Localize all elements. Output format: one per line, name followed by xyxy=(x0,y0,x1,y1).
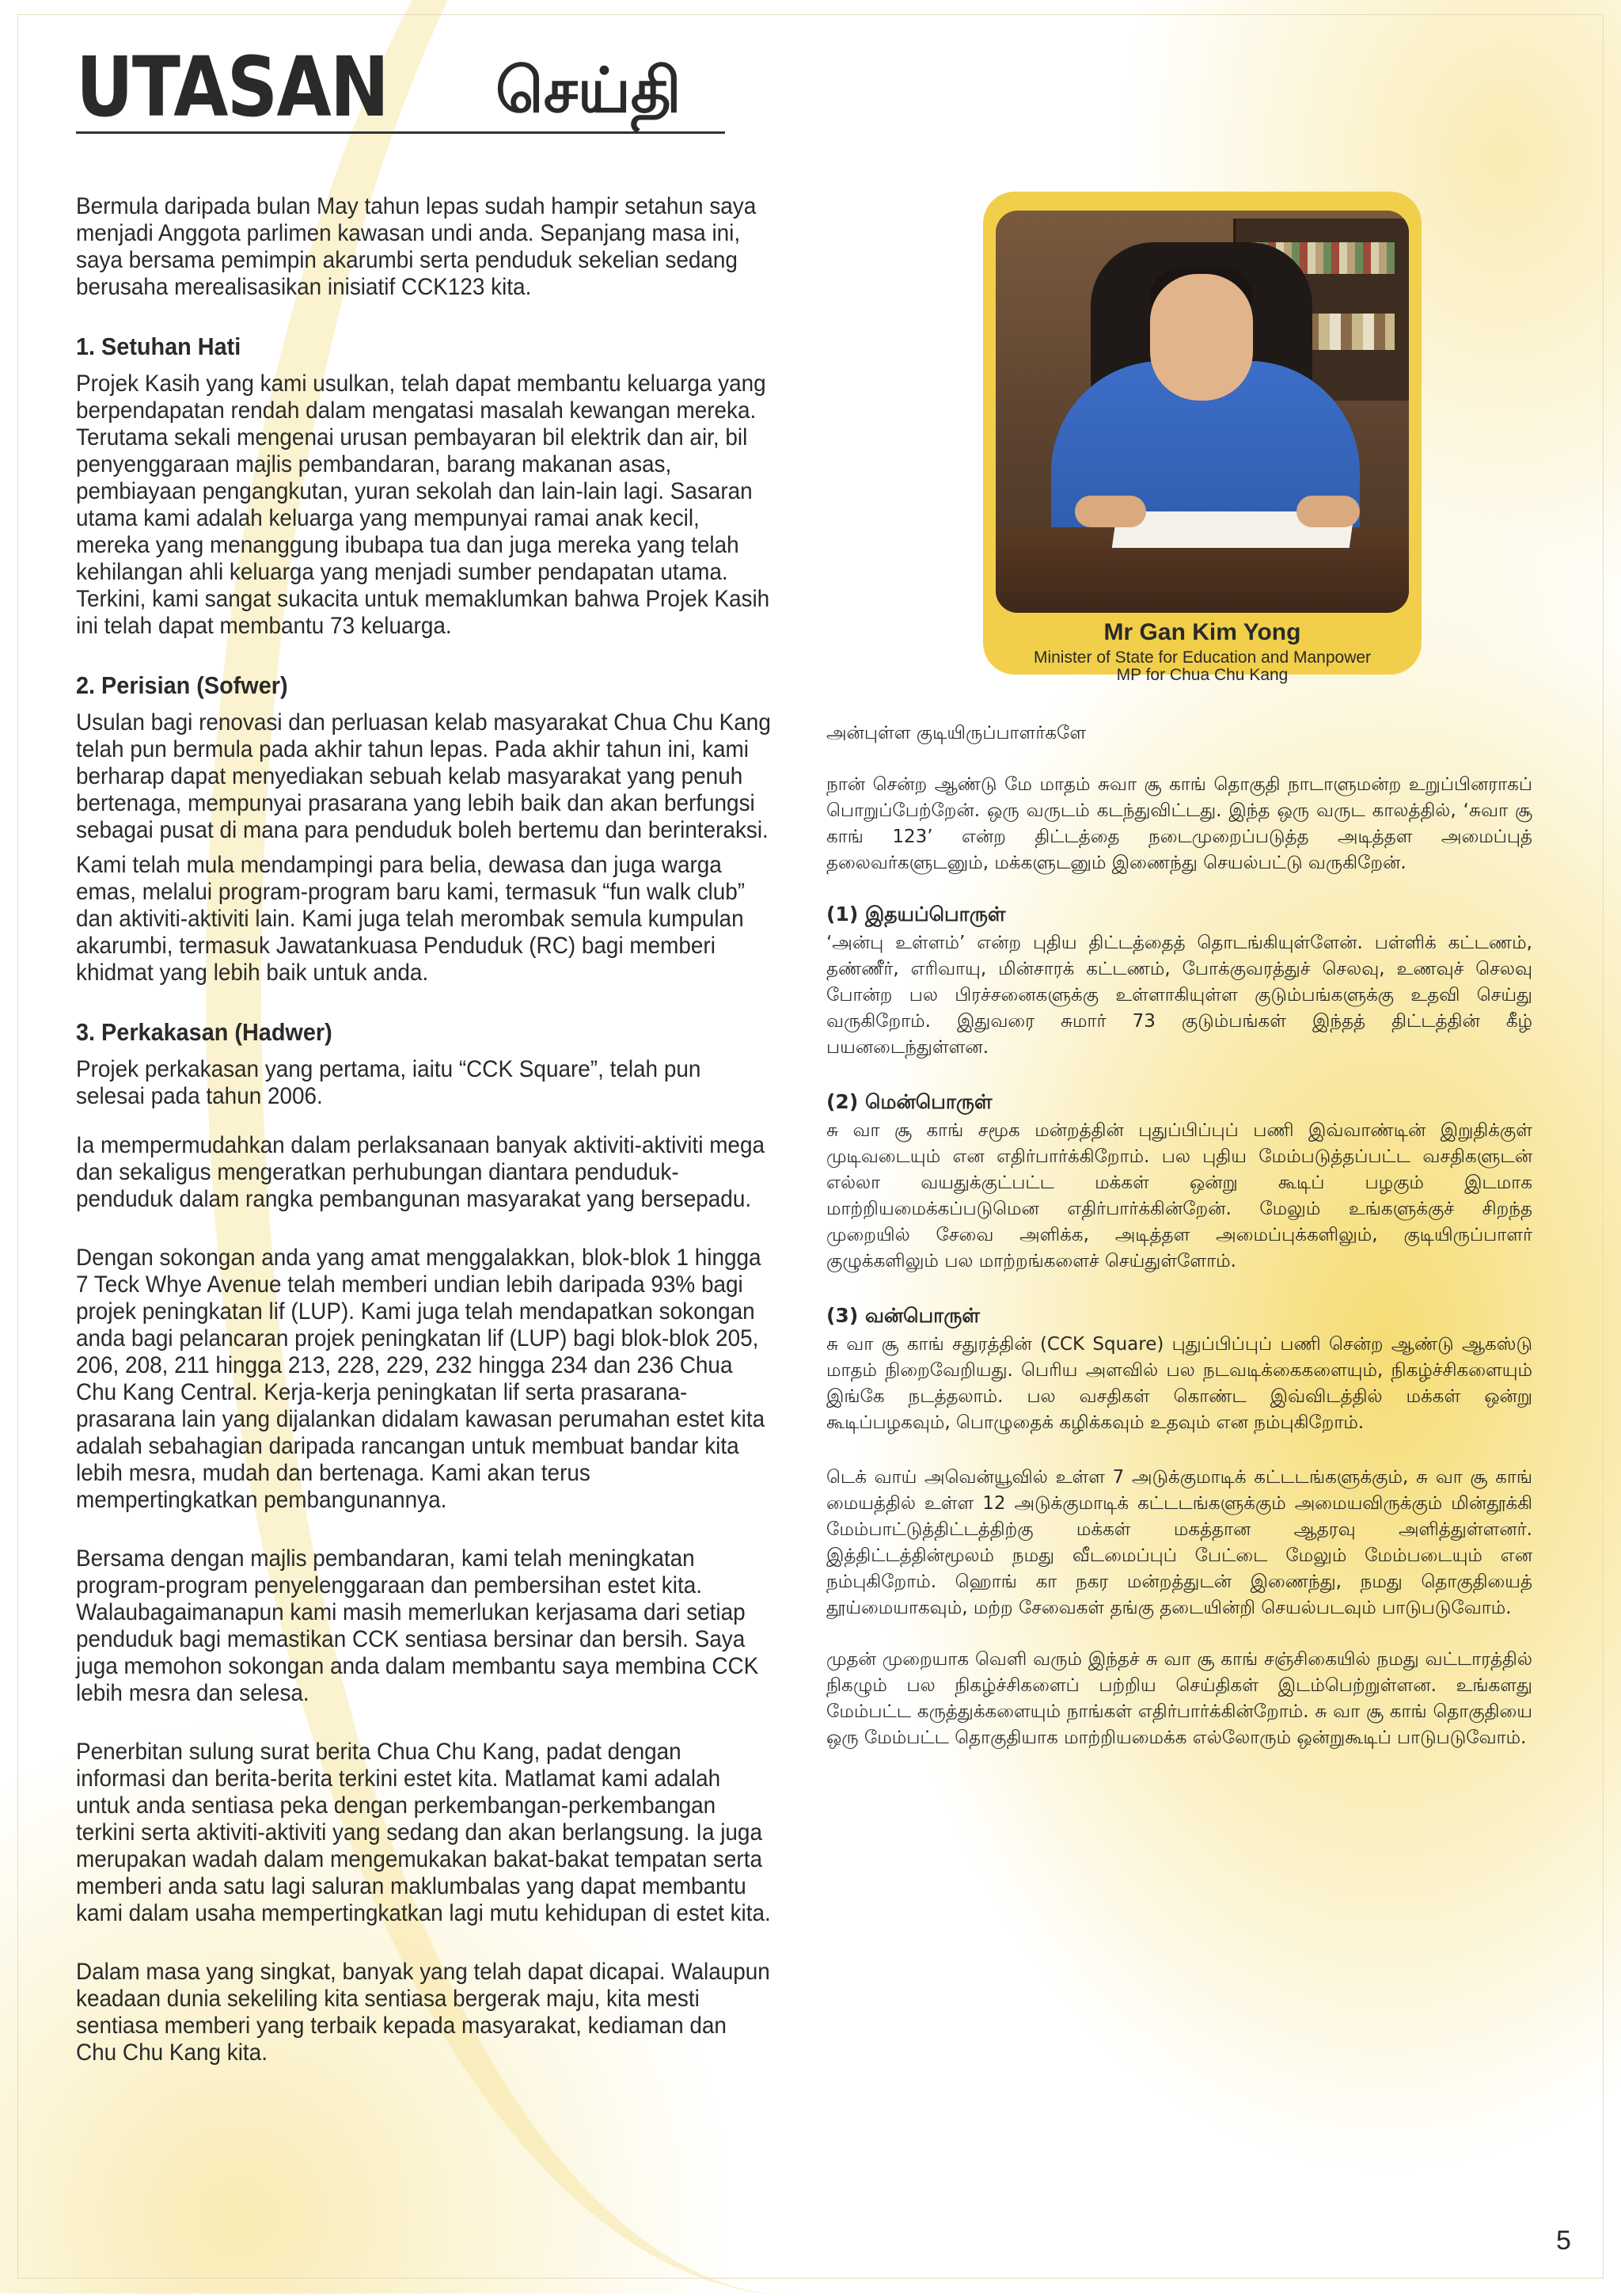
paragraph-newsletter: Penerbitan sulung surat berita Chua Chu Kang, padat dengan informasi dan berita-berita terkini estet kita. Matlamat kami adalah untuk anda sentiasa peka dengan perkembangan-perkembangan terkini serta aktiviti-aktiviti yang sedang dan akan berlangsung. Ia juga merupakan wadah dalam mengemukakan bakat-bakat tempatan serta memberi anda satu lagi saluran maklumbalas yang dapat membantu kami dalam usaha mempertingkatkan lagi mutu kehidupan di estet kita. xyxy=(76,1739,771,1926)
mp-portrait-photo xyxy=(996,211,1409,613)
section-1-heading: 1. Setuhan Hati xyxy=(76,333,241,360)
tamil-section-1-heading: (1) இதயப்பொருள் xyxy=(826,903,1006,926)
mp-title-line-1: Minister of State for Education and Manpower xyxy=(1033,648,1372,667)
section-2-body: Usulan bagi renovasi dan perluasan kelab masyarakat Chua Chu Kang telah pun bermula pada akhir tahun lepas. Pada akhir tahun ini, kami berharap dapat menyediakan sebuah kelab masyarakat yang penuh bertenaga, mempunyai prasarana yang lebih baik dan akan berfungsi sebagai pusat di mana para penduduk boleh bertemu dan berinteraksi. xyxy=(76,709,771,843)
section-3-heading: 3. Perkakasan (Hadwer) xyxy=(76,1018,332,1046)
masthead xyxy=(76,39,725,135)
mp-photo-card xyxy=(983,192,1422,684)
mp-name: Mr Gan Kim Yong xyxy=(1103,619,1301,645)
paragraph-lift-upgrading: Dengan sokongan anda yang amat menggalakkan, blok-blok 1 hingga 7 Teck Whye Avenue telah memberi undian lebih daripada 93% bagi projek peningkatan lif (LUP). Kami juga telah mendapatkan sokongan anda bagi pelancaran projek peningkatan lif (LUP) bagi blok-blok 205, 206, 208, 211 hingga 213, 228, 229, 232 hingga 234 dan 236 Chua Chu Kang Central. Kerja-kerja peningkatan lif serta prasarana-prasarana lain yang dijalankan didalam kawasan perumahan estet kita adalah sebahagian daripada rancangan untuk membuat bandar kita lebih mesra, mudah dan bertenaga. Kami akan terus mempertingkatkan pembangunannya. xyxy=(76,1245,765,1513)
masthead-title-malay: UTASAN xyxy=(76,39,389,135)
tamil-column xyxy=(826,720,1532,1777)
masthead-title-tamil: செய்தி xyxy=(495,55,681,127)
section-2-heading: 2. Perisian (Sofwer) xyxy=(76,671,288,699)
tamil-paragraph-newsletter: முதன் முறையாக வெளி வரும் இந்தச் சு வா சூ காங் சஞ்சிகையில் நமது வட்டாரத்தில் நிகழும் பல நிகழ்ச்சிகளைப் பற்றிய செய்திகள் இடம்பெற்றுள்ளன. உங்களது மேம்பட்ட கருத்துக்களையும் நாங்கள் எதிர்பார்க்கின்றோம். சு வா சூ காங் தொகுதியை ஒரு மேம்பட்ட தொகுதியாக மாற்றியமைக்க எல்லோரும் ஒன்றுகூடிப் பாடுபடுவோம். xyxy=(826,1649,1532,1748)
tamil-greeting: அன்புள்ள குடியிருப்பாளர்களே xyxy=(826,723,1087,743)
tamil-section-3-heading: (3) வன்பொருள் xyxy=(826,1304,980,1327)
section-2-body-continued: Kami telah mula mendampingi para belia, dewasa dan juga warga emas, melalui program-program baru kami, termasuk “fun walk club” dan aktiviti-aktiviti lain. Kami juga telah merombak semula kumpulan akarumbi, termasuk Jawatankuasa Penduduk (RC) bagi memberi khidmat yang lebih baik untuk anda. xyxy=(76,852,746,986)
page-number: 5 xyxy=(1556,2226,1571,2256)
paragraph-town-council: Bersama dengan majlis pembandaran, kami telah meningkatan program-program penyelenggaraan dan pembersihan estet kita. Walaubagaimanapun kami masih memerlukan kerjasama dari setiap penduduk bagi memastikan CCK sentiasa bersinar dan bersih. Saya juga memohon sokongan anda dalam membantu saya membina CCK lebih mesra dan selesa. xyxy=(76,1545,759,1706)
malay-column xyxy=(76,193,773,2098)
mp-title-line-2: MP for Chua Chu Kang xyxy=(1116,666,1289,684)
tamil-section-2-heading: (2) மென்பொருள் xyxy=(826,1090,993,1113)
tamil-section-1-body: ‘அன்பு உள்ளம்’ என்ற புதிய திட்டத்தைத் தொடங்கியுள்ளேன். பள்ளிக் கட்டணம், தண்ணீர், எரிவாயு, மின்சாரக் கட்டணம், போக்குவரத்துச் செலவு, உணவுச் செலவு போன்ற பல பிரச்சனைகளுக்கு உள்ளாகியுள்ள குடும்பங்களுக்கு உதவி செய்து வருகிறோம். இதுவரை சுமார் 73 குடும்பங்கள் இந்தத் திட்டத்தின் கீழ் பயனடைந்துள்ளன. xyxy=(826,933,1533,1058)
section-3-body: Projek perkakasan yang pertama, iaitu “CCK Square”, telah pun selesai pada tahun 2006. xyxy=(76,1056,701,1109)
intro-paragraph: Bermula daripada bulan May tahun lepas sudah hampir setahun saya menjadi Anggota parlimen kawasan undi anda. Sepanjang masa ini, saya bersama pemimpin akarumbi serta penduduk sekelian sedang berusaha merealisasikan inisiatif CCK123 kita. xyxy=(76,193,757,300)
tamil-intro: நான் சென்ற ஆண்டு மே மாதம் சுவா சூ காங் தொகுதி நாடாளுமன்ற உறுப்பினராகப் பொறுப்பேற்றேன். ஒரு வருடம் கடந்துவிட்டது. இந்த ஒரு வருட காலத்தில், ‘சுவா சூ காங் 123’ என்ற திட்டத்தை நடைமுறைப்படுத்த அடித்தள அமைப்புத் தலைவர்களுடனும், மக்களுடனும் இணைந்து செயல்பட்டு வருகிறேன். xyxy=(826,774,1532,873)
section-1-body: Projek Kasih yang kami usulkan, telah dapat membantu keluarga yang berpendapatan rendah dalam mengatasi masalah kewangan mereka. Terutama sekali mengenai urusan pembayaran bil elektrik dan air, bil penyenggaraan majlis pembandaran, barang makanan asas, pembiayaan pengangkutan, yuran sekolah dan lain-lain lagi. Sasaran utama kami adalah keluarga yang mempunyai ramai anak kecil, mereka yang menanggung ibubapa tua dan juga mereka yang telah kehilangan ahli keluarga yang menjadi sumber pendapatan utama. Terkini, kami sangat sukacita untuk memaklumkan bahwa Projek Kasih ini telah dapat membantu 73 keluarga. xyxy=(76,371,770,639)
tamil-section-3-body: சு வா சூ காங் சதுரத்தின் (CCK Square) புதுப்பிப்புப் பணி சென்ற ஆண்டு ஆகஸ்டு மாதம் நிறைவேறியது. பெரிய அளவில் பல நடவடிக்கைகளையும், நிகழ்ச்சிகளையும் இங்கே நடத்தலாம். பல வசதிகள் கொண்ட இவ்விடத்தில் மக்கள் ஒன்று கூடிப்பழகவும், பொழுதைக் கழிக்கவும் உதவும் என நம்புகிறோம். xyxy=(826,1334,1532,1433)
tamil-section-2-body: சு வா சூ காங் சமூக மன்றத்தின் புதுப்பிப்புப் பணி இவ்வாண்டின் இறுதிக்குள் முடிவடையும் என எதிர்பார்க்கிறோம். பல புதிய மேம்படுத்தப்பட்ட வசதிகளுடன் எல்லா வயதுக்குட்பட்ட மக்கள் ஒன்று கூடிப் பழகும் இடமாக மாற்றியமைக்கப்படுமென எதிர்பார்க்கின்றேன். மேலும் உங்களுக்குச் சிறந்த முறையில் சேவை அளிக்க, அடித்தள அமைப்புக்களிலும், குடியிருப்பாளர் குழுக்களிலும் பல மாற்றங்களைச் செய்துள்ளோம். xyxy=(826,1120,1532,1272)
tamil-paragraph-lift: டெக் வாய் அவென்யூவில் உள்ள 7 அடுக்குமாடிக் கட்டடங்களுக்கும், சு வா சூ காங் மையத்தில் உள்ள 12 அடுக்குமாடிக் கட்டடங்களுக்கும் அமையவிருக்கும் மின்தூக்கி மேம்பாட்டுத்திட்டத்திற்கு மக்கள் மகத்தான ஆதரவு அளித்துள்ளனர். இத்திட்டத்தின்மூலம் நமது வீடமைப்புப் பேட்டை மேலும் மேம்படையும் என நம்புகிறோம். ஹொங் கா நகர மன்றத்துடன் இணைந்து, நமது தொகுதியைத் தூய்மையாகவும், மற்ற சேவைகள் தங்கு தடையின்றி செயல்படவும் பாடுபடுவோம். xyxy=(826,1467,1532,1618)
paragraph-mega: Ia mempermudahkan dalam perlaksanaan banyak aktiviti-aktiviti mega dan sekaligus mengeratkan perhubungan diantara penduduk-penduduk dalam rangka pembangunan masyarakat yang bersepadu. xyxy=(76,1132,765,1212)
paragraph-closing: Dalam masa yang singkat, banyak yang telah dapat dicapai. Walaupun keadaan dunia sekeliling kita sentiasa bergerak maju, kita mesti sentiasa memberi yang terbaik kepada masyarakat, kediaman dan Chu Chu Kang kita. xyxy=(76,1959,770,2066)
